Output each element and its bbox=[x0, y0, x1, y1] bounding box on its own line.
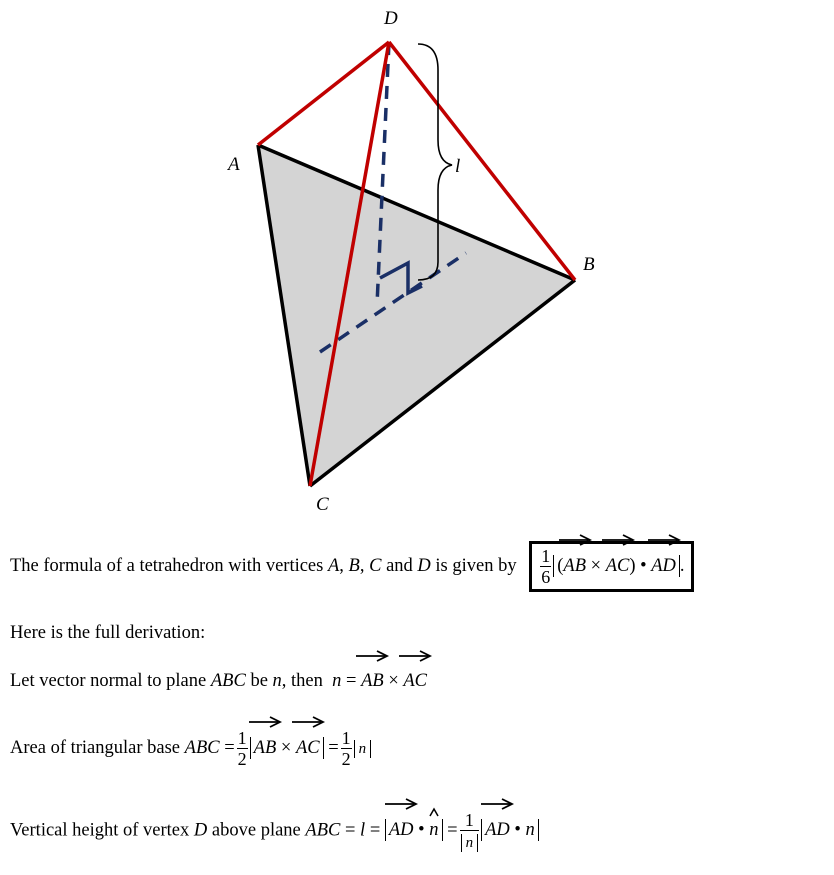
vector-ad bbox=[485, 819, 510, 841]
vector-ac-label: AC bbox=[295, 737, 320, 758]
above-plane-text: above plane bbox=[211, 820, 301, 841]
vertex-label-d: D bbox=[384, 8, 398, 29]
vertex-label-a: A bbox=[228, 154, 240, 175]
fraction-one-over-n bbox=[460, 810, 480, 852]
vertex-label-b: B bbox=[583, 254, 595, 275]
var-c: C bbox=[369, 555, 382, 576]
period: . bbox=[679, 555, 685, 576]
var-a: A bbox=[327, 555, 340, 576]
vector-ad-label: AD bbox=[485, 820, 510, 841]
var-n: n bbox=[332, 671, 342, 691]
vector-ab-label: AB bbox=[361, 671, 384, 691]
height-text: Vertical height of vertex bbox=[10, 820, 190, 841]
area-line bbox=[10, 728, 371, 769]
vector-ab bbox=[563, 555, 586, 577]
magnitude-n: n bbox=[461, 834, 479, 852]
vector-ad bbox=[389, 819, 414, 841]
height-label-l: l bbox=[455, 156, 461, 177]
unit-normal-label: n bbox=[429, 820, 439, 841]
denominator: 2 bbox=[237, 749, 247, 769]
numerator: 1 bbox=[541, 546, 551, 566]
vector-ac bbox=[296, 737, 320, 759]
vector-ac-label: AC bbox=[403, 671, 428, 691]
numerator: 1 bbox=[341, 728, 351, 748]
var-d: D bbox=[193, 820, 208, 841]
vector-ad bbox=[651, 555, 676, 577]
numerator: 1 bbox=[237, 728, 247, 748]
plane-abc: ABC bbox=[305, 820, 341, 841]
derivation-heading-text: Here is the full derivation: bbox=[10, 623, 206, 643]
fraction-one-half bbox=[341, 728, 352, 769]
denominator bbox=[460, 830, 480, 852]
is-given-by-text: is given by bbox=[435, 555, 517, 576]
plane-abc: ABC bbox=[184, 737, 220, 758]
formula-statement bbox=[10, 541, 694, 592]
absolute-value bbox=[250, 737, 324, 759]
comma: , bbox=[359, 555, 365, 576]
normal-text: Let vector normal to plane bbox=[10, 671, 207, 691]
fraction-one-half bbox=[237, 728, 248, 769]
and-text: and bbox=[386, 555, 413, 576]
fraction-one-sixth bbox=[540, 546, 551, 587]
var-n: n bbox=[525, 820, 535, 841]
absolute-value bbox=[385, 819, 443, 841]
equals: = bbox=[369, 820, 381, 841]
vector-ad-label: AD bbox=[651, 555, 676, 576]
cross-symbol: × bbox=[388, 671, 399, 691]
plane-abc: ABC bbox=[210, 671, 246, 691]
vector-ac bbox=[403, 671, 427, 692]
edge-ad bbox=[258, 42, 389, 145]
magnitude-n: n bbox=[354, 740, 372, 758]
be-text: be bbox=[250, 671, 268, 691]
vector-ab-label: AB bbox=[253, 737, 277, 758]
height-line bbox=[10, 810, 539, 852]
derivation-heading bbox=[10, 623, 205, 644]
cross-symbol: × bbox=[280, 737, 292, 758]
equals: = bbox=[447, 820, 458, 841]
vector-ab bbox=[254, 737, 277, 759]
cross-symbol: × bbox=[590, 555, 602, 576]
vertex-label-c: C bbox=[316, 494, 329, 515]
var-d: D bbox=[417, 555, 431, 576]
absolute-value: ( AB × AC) • AD bbox=[553, 555, 680, 577]
vector-ab bbox=[361, 671, 384, 692]
unit-normal-n-hat bbox=[429, 819, 438, 841]
dot-symbol: • bbox=[514, 820, 521, 841]
dot-symbol: • bbox=[418, 820, 425, 841]
denominator: 6 bbox=[541, 567, 551, 587]
numerator: 1 bbox=[464, 810, 474, 830]
statement-text: The formula of a tetrahedron with vertices bbox=[10, 555, 324, 576]
vector-ad-label: AD bbox=[388, 820, 414, 841]
var-b: B bbox=[348, 555, 360, 576]
equals: = bbox=[224, 737, 235, 758]
comma: , bbox=[339, 555, 344, 576]
vector-ac-label: AC bbox=[605, 555, 630, 576]
then-text: , then bbox=[281, 671, 323, 691]
area-text: Area of triangular base bbox=[10, 737, 181, 758]
volume-formula-box bbox=[529, 541, 693, 592]
denominator: 2 bbox=[341, 749, 351, 769]
equals: = bbox=[344, 820, 356, 841]
var-n: n bbox=[272, 671, 282, 691]
dot-symbol: • bbox=[640, 555, 647, 576]
var-l: l bbox=[360, 820, 366, 841]
absolute-value bbox=[481, 819, 539, 841]
vector-ac bbox=[606, 555, 630, 577]
equals: = bbox=[328, 737, 339, 758]
equals: = bbox=[346, 671, 357, 691]
vector-ab-label: AB bbox=[563, 555, 587, 576]
normal-vector-line bbox=[10, 671, 427, 692]
